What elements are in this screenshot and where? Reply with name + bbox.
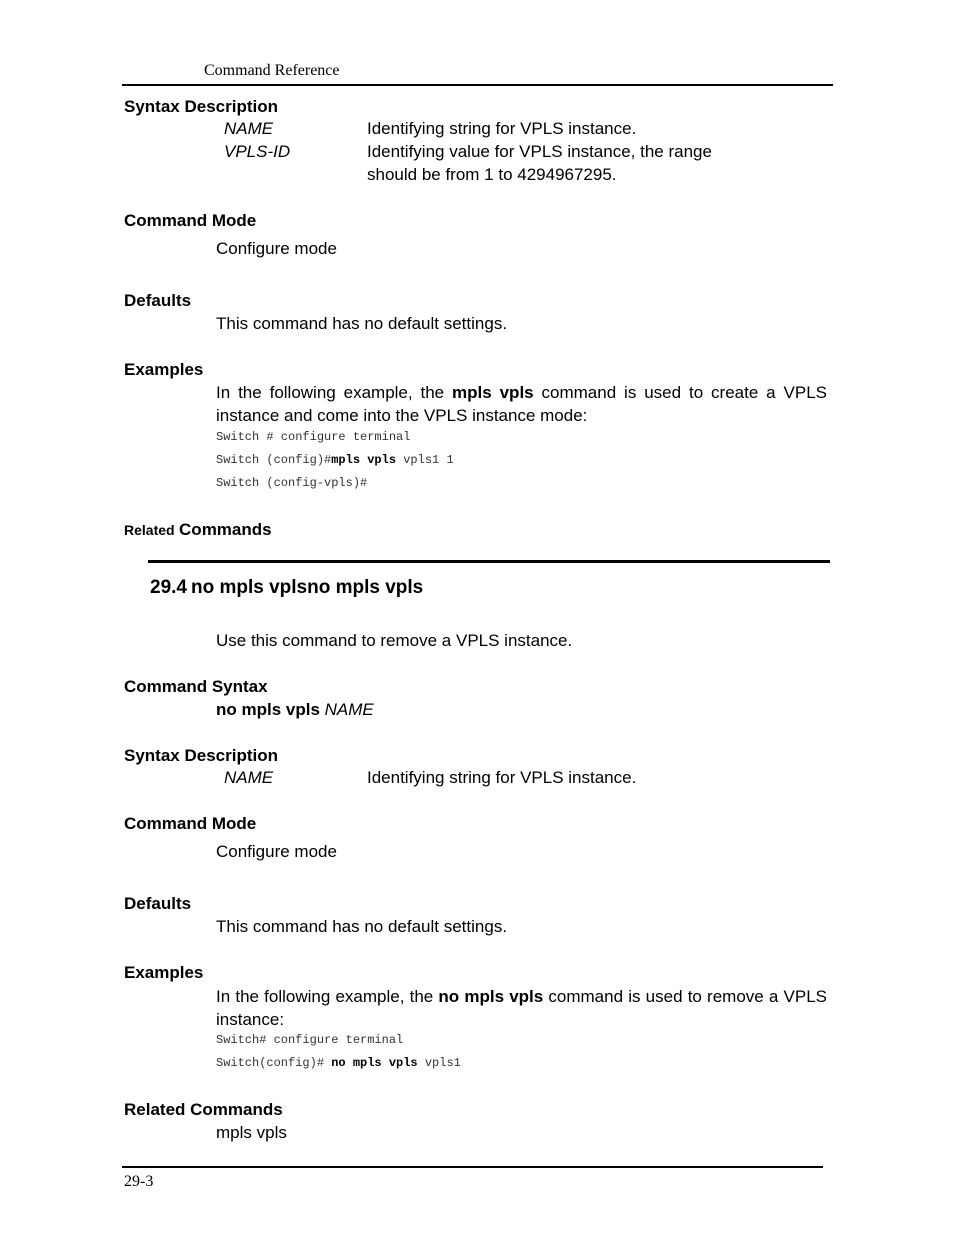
intro-text: Use this command to remove a VPLS instance. <box>216 631 573 650</box>
defaults-text: This command has no default settings. <box>216 314 508 333</box>
command-syntax-heading: Command Syntax <box>124 677 268 696</box>
command-mode-text: Configure mode <box>216 842 337 861</box>
syntax-description-heading: Syntax Description <box>124 746 278 765</box>
param-vpls-id-desc-line1: Identifying value for VPLS instance, the range <box>367 142 712 161</box>
running-header: Command Reference <box>204 62 340 79</box>
example-command: no mpls vpls <box>438 987 544 1006</box>
code-line: Switch (config-vpls)# <box>216 476 368 490</box>
syntax-description-heading: Syntax Description <box>124 97 278 116</box>
code-line: Switch (config)#mpls vpls vpls1 1 <box>216 453 454 467</box>
command-mode-heading: Command Mode <box>124 211 257 230</box>
related-commands-heading: Related Commands <box>124 520 272 539</box>
param-name: NAME <box>224 119 274 138</box>
param-vpls-id: VPLS-ID <box>224 142 291 161</box>
command-syntax: no mpls vpls NAME <box>216 700 374 719</box>
command-mode-heading: Command Mode <box>124 814 257 833</box>
command-mode-text: Configure mode <box>216 239 337 258</box>
related-commands-heading: Related Commands <box>124 1100 283 1119</box>
footer-rule <box>122 1166 823 1168</box>
section-title <box>150 577 423 599</box>
example-command: mpls vpls <box>452 383 534 402</box>
examples-heading: Examples <box>124 963 204 982</box>
code-line: Switch # configure terminal <box>216 430 411 444</box>
section-number: 29.4 <box>150 577 187 598</box>
example-paragraph: In the following example, the no mpls vpls command is used to remove a VPLS instance: <box>216 987 827 1029</box>
code-line: Switch(config)# no mpls vpls vpls1 <box>216 1056 461 1070</box>
param-vpls-id-desc-line2: should be from 1 to 4294967295. <box>367 165 617 184</box>
header-rule <box>122 84 833 86</box>
param-name-desc: Identifying string for VPLS instance. <box>367 768 637 787</box>
examples-heading: Examples <box>124 360 204 379</box>
defaults-heading: Defaults <box>124 894 192 913</box>
param-name-desc: Identifying string for VPLS instance. <box>367 119 637 138</box>
example-paragraph: In the following example, the mpls vpls command is used to create a VPLS instance and come into the VPLS instance mode: <box>216 383 827 425</box>
defaults-text: This command has no default settings. <box>216 917 508 936</box>
related-command-link: mpls vpls <box>216 1123 287 1142</box>
section-name: no mpls vplsno mpls vpls <box>190 577 424 598</box>
page-number: 29-3 <box>124 1173 154 1190</box>
param-name: NAME <box>224 768 274 787</box>
code-line: Switch# configure terminal <box>216 1033 404 1047</box>
section-rule <box>148 560 830 563</box>
defaults-heading: Defaults <box>124 291 192 310</box>
